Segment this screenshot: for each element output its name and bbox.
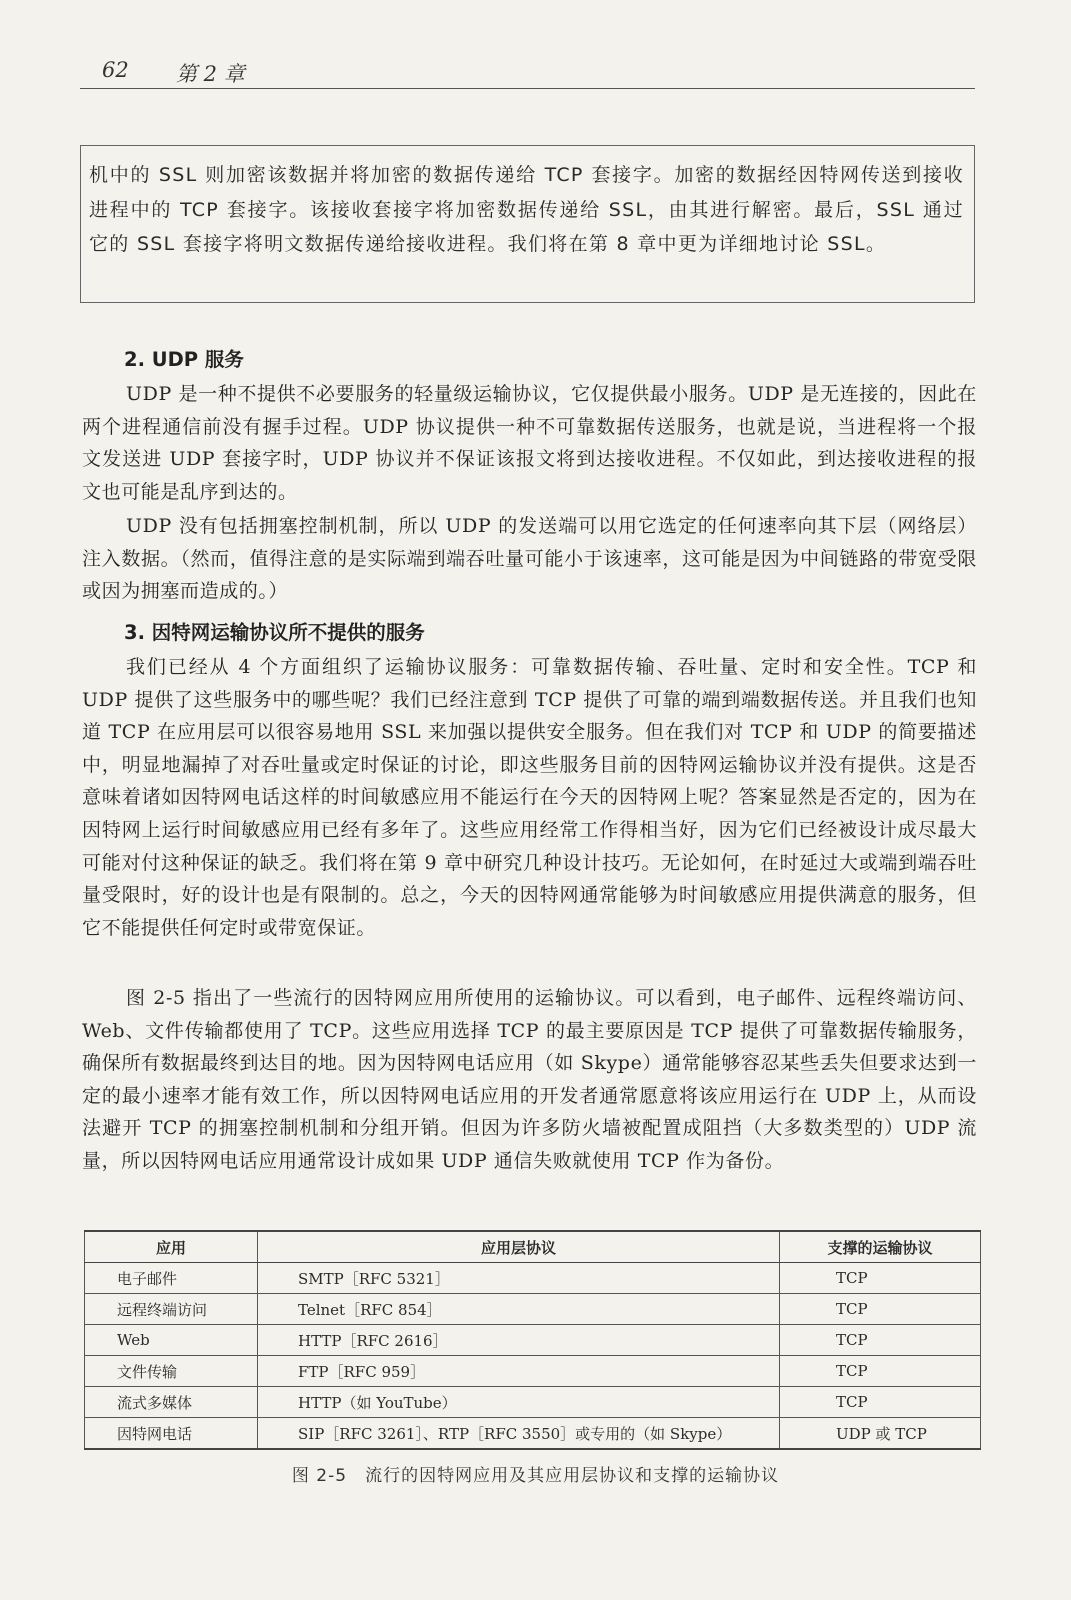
column-header-transport: 支撑的运输协议 bbox=[780, 1231, 981, 1263]
table-header-row bbox=[85, 1231, 981, 1263]
cell-application: 文件传输 bbox=[85, 1356, 258, 1387]
section-heading-missing-services: 3. 因特网运输协议所不提供的服务 bbox=[124, 621, 425, 644]
protocol-table bbox=[84, 1230, 981, 1450]
table-row bbox=[85, 1294, 981, 1325]
cell-app-protocol: FTP［RFC 959］ bbox=[258, 1356, 780, 1387]
paragraph: 我们已经从 4 个方面组织了运输协议服务：可靠数据传输、吞吐量、定时和安全性。TCP 和 UDP 提供了这些服务中的哪些呢？我们已经注意到 TCP 提供了可靠的端到端数据传送。并且我们也知道 TCP 在应用层可以很容易地用 SSL 来加强以提供安全服务。但在我们对 TCP 和 UDP 的简要描述中，明显地漏掉了对吞吐量或定时保证的讨论，即这些服务目前的因特网运输协议并没有提供。这是否意味着诸如因特网电话这样的时间敏感应用不能运行在今天的因特网上呢？答案显然是否定的，因为在因特网上运行时间敏感应用已经有多年了。这些应用经常工作得相当好，因为它们已经被设计成尽最大可能对付这种保证的缺乏。我们将在第 9 章中研究几种设计技巧。无论如何，在时延过大或端到端吞吐量受限时，好的设计也是有限制的。总之，今天的因特网通常能够为时间敏感应用提供满意的服务，但它不能提供任何定时或带宽保证。 bbox=[82, 656, 977, 939]
cell-transport: TCP bbox=[780, 1356, 981, 1387]
figure-caption: 图 2-5 流行的因特网应用及其应用层协议和支撑的运输协议 bbox=[291, 1466, 780, 1486]
column-header-app-protocol: 应用层协议 bbox=[258, 1231, 780, 1263]
cell-app-protocol: SIP［RFC 3261］、RTP［RFC 3550］或专用的（如 Skype） bbox=[258, 1418, 780, 1450]
cell-application: 流式多媒体 bbox=[85, 1387, 258, 1418]
table-row bbox=[85, 1263, 981, 1294]
table-row bbox=[85, 1418, 981, 1450]
cell-app-protocol: Telnet［RFC 854］ bbox=[258, 1294, 780, 1325]
cell-transport: TCP bbox=[780, 1387, 981, 1418]
cell-transport: TCP bbox=[780, 1263, 981, 1294]
paragraph: UDP 是一种不提供不必要服务的轻量级运输协议，它仅提供最小服务。UDP 是无连接的，因此在两个进程通信前没有握手过程。UDP 协议提供一种不可靠数据传送服务，也就是说，当进程将一个报文发送进 UDP 套接字时，UDP 协议并不保证该报文将到达接收进程。不仅如此，到达接收进程的报文也可能是乱序到达的。 bbox=[82, 383, 977, 503]
paragraph: UDP 没有包括拥塞控制机制，所以 UDP 的发送端可以用它选定的任何速率向其下层（网络层）注入数据。（然而，值得注意的是实际端到端吞吐量可能小于该速率，这可能是因为中间链路的带宽受限或因为拥塞而造成的。） bbox=[82, 515, 977, 603]
cell-application: 电子邮件 bbox=[85, 1263, 258, 1294]
paragraph: 图 2-5 指出了一些流行的因特网应用所使用的运输协议。可以看到，电子邮件、远程终端访问、Web、文件传输都使用了 TCP。这些应用选择 TCP 的最主要原因是 TCP 提供了可靠数据传输服务，确保所有数据最终到达目的地。因为因特网电话应用（如 Skype）通常能够容忍某些丢失但要求达到一定的最小速率才能有效工作，所以因特网电话应用的开发者通常愿意将该应用运行在 UDP 上，从而设法避开 TCP 的拥塞控制机制和分组开销。但因为许多防火墙被配置成阻挡（大多数类型的）UDP 流量，所以因特网电话应用通常设计成如果 UDP 通信失败就使用 TCP 作为备份。 bbox=[82, 987, 977, 1172]
cell-application: 因特网电话 bbox=[85, 1418, 258, 1450]
chapter-label: 第 2 章 bbox=[176, 62, 245, 86]
cell-application: 远程终端访问 bbox=[85, 1294, 258, 1325]
cell-application: Web bbox=[85, 1325, 258, 1356]
table-row bbox=[85, 1356, 981, 1387]
sidebar-note-box bbox=[80, 145, 975, 303]
page-number: 62 bbox=[102, 58, 129, 82]
cell-transport: TCP bbox=[780, 1294, 981, 1325]
cell-app-protocol: HTTP（如 YouTube） bbox=[258, 1387, 780, 1418]
cell-transport: TCP bbox=[780, 1325, 981, 1356]
section-heading-udp: 2. UDP 服务 bbox=[124, 348, 244, 371]
column-header-application: 应用 bbox=[85, 1231, 258, 1263]
table-row bbox=[85, 1325, 981, 1356]
table-row bbox=[85, 1387, 981, 1418]
cell-app-protocol: SMTP［RFC 5321］ bbox=[258, 1263, 780, 1294]
note-text: 机中的 SSL 则加密该数据并将加密的数据传递给 TCP 套接字。加密的数据经因特网传送到接收进程中的 TCP 套接字。该接收套接字将加密数据传递给 SSL，由其进行解密。最后，SSL 通过它的 SSL 套接字将明文数据传递给接收进程。我们将在第 8 章中更为详细地讨论 SSL。 bbox=[89, 164, 964, 255]
running-header bbox=[80, 52, 975, 89]
cell-transport: UDP 或 TCP bbox=[780, 1418, 981, 1450]
cell-app-protocol: HTTP［RFC 2616］ bbox=[258, 1325, 780, 1356]
